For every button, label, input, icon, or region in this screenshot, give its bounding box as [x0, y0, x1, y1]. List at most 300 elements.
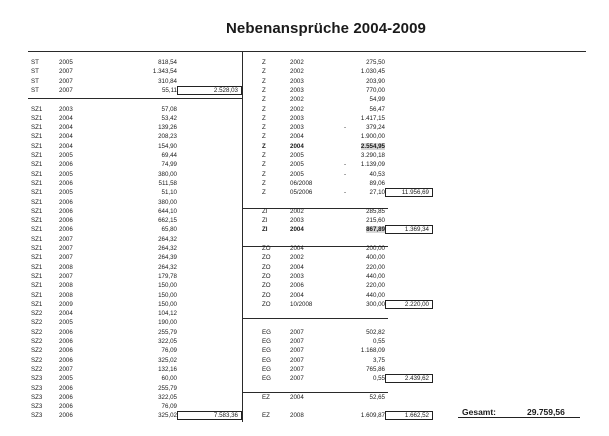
claim-amount: 54,99	[369, 96, 385, 104]
claim-code: Z	[262, 179, 266, 187]
claim-year: 2007	[59, 68, 73, 76]
table-row	[31, 133, 177, 140]
claim-code: SZ2	[31, 347, 43, 355]
claim-year: 2002	[290, 254, 304, 262]
claim-year: 2007	[59, 272, 73, 280]
claim-year: 2004	[290, 133, 304, 141]
claim-code: SZ1	[31, 282, 43, 290]
table-row	[31, 217, 177, 224]
subtotal-box	[177, 411, 242, 420]
claim-amount: 502,82	[366, 328, 385, 336]
claim-code: SZ1	[31, 124, 43, 132]
claim-year: 2005	[59, 319, 73, 327]
claim-year: 05/2006	[290, 189, 313, 197]
claim-amount: 310,84	[158, 77, 177, 85]
claim-amount: 644,10	[158, 207, 177, 215]
claim-year: 2006	[59, 328, 73, 336]
subtotal-box	[385, 300, 433, 309]
table-row	[262, 189, 385, 196]
claim-code: Z	[262, 68, 266, 76]
table-row	[31, 385, 177, 392]
table-row	[262, 412, 385, 419]
claim-code: EG	[262, 375, 271, 383]
claim-amount: 220,00	[366, 263, 385, 271]
claim-code: SZ3	[31, 384, 43, 392]
table-row	[31, 366, 177, 373]
claim-amount: 380,00	[158, 198, 177, 206]
claim-year: 2007	[59, 235, 73, 243]
claim-amount: 440,00	[366, 272, 385, 280]
table-row	[31, 189, 177, 196]
table-row	[262, 161, 385, 168]
table-row	[31, 301, 177, 308]
claim-year: 2003	[290, 217, 304, 225]
claim-code: EG	[262, 338, 271, 345]
table-row	[262, 152, 385, 159]
subtotal-box	[177, 86, 242, 95]
claim-year: 2005	[59, 59, 73, 66]
claim-year: 2006	[59, 226, 73, 234]
table-row	[262, 78, 385, 85]
claim-code: SZ1	[31, 189, 43, 197]
table-row	[262, 264, 385, 271]
table-row	[262, 273, 385, 280]
claim-amount: 76,09	[161, 403, 177, 411]
claim-amount: 55,11	[161, 86, 177, 94]
right-group-rule-zo	[242, 318, 388, 319]
claim-amount: 27,10	[369, 189, 385, 197]
claim-amount: 52,65	[369, 393, 385, 401]
table-row	[31, 273, 177, 280]
claim-year: 2009	[59, 300, 73, 308]
claim-amount: 325,02	[158, 356, 177, 364]
subtotal-value: 11.956,69	[401, 189, 429, 197]
claim-amount: 154,90	[158, 142, 177, 150]
claim-code: ZI	[262, 226, 268, 234]
table-row	[31, 152, 177, 159]
claim-year: 2004	[59, 114, 73, 122]
subtotal-value: 7.583,36	[213, 412, 238, 420]
table-row	[31, 245, 177, 252]
claim-amount: 132,16	[158, 365, 177, 373]
claim-code: SZ2	[31, 365, 43, 373]
claim-amount: 104,12	[158, 310, 177, 318]
table-row	[262, 375, 385, 382]
table-row	[262, 96, 385, 103]
claim-amount: 208,23	[158, 133, 177, 141]
minus-sign: -	[344, 124, 347, 132]
table-row	[262, 115, 385, 122]
claim-year: 2003	[290, 272, 304, 280]
table-row	[262, 59, 385, 66]
claim-amount: 1.900,00	[360, 133, 385, 141]
table-row	[31, 310, 177, 317]
claim-year: 2003	[59, 105, 73, 113]
table-row	[31, 264, 177, 271]
table-row	[31, 254, 177, 261]
claim-code: Z	[262, 133, 266, 141]
table-row	[31, 199, 177, 206]
claim-code: ZO	[262, 272, 271, 280]
table-row	[31, 180, 177, 187]
claim-amount: 770,00	[366, 86, 385, 94]
claim-amount: 380,00	[158, 170, 177, 178]
claim-year: 2006	[59, 161, 73, 169]
table-row	[31, 124, 177, 131]
claim-code: SZ1	[31, 105, 43, 113]
claim-year: 2006	[59, 198, 73, 206]
claim-amount: 3.290,18	[360, 152, 385, 159]
table-row	[262, 208, 385, 215]
claim-code: SZ1	[31, 245, 43, 252]
claim-year: 2005	[59, 189, 73, 197]
claim-year: 2005	[59, 170, 73, 178]
claim-amount: 264,32	[158, 263, 177, 271]
table-row	[31, 357, 177, 364]
claim-amount: 0,55	[372, 375, 385, 383]
claim-amount: 89,06	[369, 179, 385, 187]
claim-amount: 150,00	[158, 300, 177, 308]
claim-amount: 1.030,45	[360, 68, 385, 76]
claim-amount: 511,58	[158, 179, 177, 187]
claim-year: 2002	[290, 59, 304, 66]
claim-amount: 53,42	[161, 114, 177, 122]
claim-code: SZ1	[31, 179, 43, 187]
claim-amount: 60,00	[161, 375, 177, 383]
claim-year: 2005	[290, 161, 304, 169]
claim-amount: 1.168,09	[360, 347, 385, 355]
claim-code: SZ2	[31, 356, 43, 364]
claim-year: 2002	[290, 96, 304, 104]
claim-code: SZ2	[31, 328, 43, 336]
table-row	[262, 133, 385, 140]
claim-year: 2006	[59, 403, 73, 411]
table-row	[262, 226, 385, 233]
claim-code: EG	[262, 328, 271, 336]
table-row	[31, 375, 177, 382]
table-row	[31, 115, 177, 122]
claim-code: SZ1	[31, 300, 43, 308]
table-row	[31, 59, 177, 66]
column-divider	[242, 51, 243, 422]
claim-code: EG	[262, 356, 271, 364]
claim-amount: 264,39	[158, 254, 177, 262]
claim-year: 2002	[290, 207, 304, 215]
claim-amount: 322,05	[158, 393, 177, 401]
table-row	[31, 236, 177, 243]
claim-code: ZO	[262, 254, 271, 262]
table-row	[262, 282, 385, 289]
claim-amount: 818,54	[158, 59, 177, 66]
claim-code: SZ3	[31, 393, 43, 401]
subtotal-value: 2.439,62	[404, 375, 429, 383]
claim-year: 2003	[290, 77, 304, 85]
claim-year: 2004	[290, 245, 304, 252]
claim-code: SZ1	[31, 207, 43, 215]
claim-amount: 51,10	[161, 189, 177, 197]
claim-year: 2005	[290, 152, 304, 159]
claim-amount: 69,44	[161, 152, 177, 159]
claim-code: ZO	[262, 245, 271, 252]
claim-amount: 220,00	[366, 282, 385, 290]
claim-year: 2004	[290, 393, 304, 401]
claim-code: Z	[262, 96, 266, 104]
table-row	[31, 87, 177, 94]
table-row	[262, 171, 385, 178]
claim-code: SZ1	[31, 254, 43, 262]
claim-year: 2004	[290, 142, 304, 150]
claim-year: 2005	[59, 152, 73, 159]
claim-code: SZ2	[31, 310, 43, 318]
claim-year: 2004	[59, 124, 73, 132]
subtotal-box	[385, 188, 433, 197]
claim-year: 2004	[59, 142, 73, 150]
claim-code: Z	[262, 124, 266, 132]
claim-amount: 40,53	[369, 170, 385, 178]
claim-year: 2003	[290, 124, 304, 132]
claim-amount: 275,50	[366, 59, 385, 66]
claim-code: Z	[262, 170, 266, 178]
claim-code: SZ1	[31, 235, 43, 243]
claim-year: 2004	[290, 263, 304, 271]
table-row	[262, 347, 385, 354]
claim-code: ST	[31, 77, 39, 85]
claim-year: 2006	[59, 338, 73, 345]
claim-amount: 264,32	[158, 245, 177, 252]
claim-year: 2006	[59, 179, 73, 187]
table-row	[262, 87, 385, 94]
claim-year: 2004	[59, 310, 73, 318]
claim-code: Z	[262, 77, 266, 85]
claim-code: SZ3	[31, 403, 43, 411]
table-row	[31, 403, 177, 410]
claim-year: 2008	[59, 291, 73, 299]
total-label: Gesamt:	[462, 407, 497, 417]
claim-amount: 255,79	[158, 328, 177, 336]
claim-year: 2004	[290, 226, 304, 234]
claim-amount: 150,00	[158, 291, 177, 299]
claim-code: SZ3	[31, 412, 43, 420]
subtotal-box	[385, 374, 433, 383]
claim-amount: 379,24	[366, 124, 385, 132]
table-row	[262, 394, 385, 401]
table-row	[31, 394, 177, 401]
claim-year: 2007	[290, 375, 304, 383]
claim-amount: 56,47	[369, 105, 385, 113]
table-row	[31, 338, 177, 345]
claim-code: Z	[262, 114, 266, 122]
table-row	[31, 171, 177, 178]
claim-year: 2007	[290, 338, 304, 345]
claim-code: SZ1	[31, 161, 43, 169]
table-row	[31, 161, 177, 168]
claim-amount: 139,26	[158, 124, 177, 132]
claim-year: 2005	[290, 170, 304, 178]
table-row	[262, 254, 385, 261]
claim-code: EZ	[262, 412, 270, 420]
claim-amount: 440,00	[366, 291, 385, 299]
claim-amount: 1.343,54	[152, 68, 177, 76]
table-top-rule	[28, 51, 586, 52]
claim-code: SZ1	[31, 217, 43, 225]
claim-code: Z	[262, 105, 266, 113]
table-row	[31, 329, 177, 336]
claim-code: SZ1	[31, 152, 43, 159]
table-row	[31, 106, 177, 113]
table-row	[31, 292, 177, 299]
claim-amount: 1.139,09	[360, 161, 385, 169]
claim-code: EZ	[262, 393, 270, 401]
total-underline	[458, 417, 580, 418]
claim-amount: 76,09	[161, 347, 177, 355]
claim-year: 2007	[59, 86, 73, 94]
claim-code: SZ1	[31, 291, 43, 299]
claim-code: SZ2	[31, 319, 43, 327]
claim-year: 2004	[290, 291, 304, 299]
claim-code: Z	[262, 59, 266, 66]
table-row	[262, 357, 385, 364]
claim-year: 06/2008	[290, 179, 313, 187]
page-title: Nebenansprüche 2004-2009	[226, 20, 426, 37]
claim-amount: 255,79	[158, 384, 177, 392]
subtotal-box	[385, 411, 433, 420]
claim-amount: 200,00	[366, 245, 385, 252]
claim-code: ZO	[262, 300, 271, 308]
table-row	[31, 347, 177, 354]
claim-year: 2006	[59, 347, 73, 355]
table-row	[262, 180, 385, 187]
minus-sign: -	[344, 170, 347, 178]
claim-year: 2003	[290, 114, 304, 122]
claim-year: 2007	[290, 328, 304, 336]
table-row	[262, 338, 385, 345]
claim-code: SZ1	[31, 226, 43, 234]
claim-code: SZ1	[31, 114, 43, 122]
claim-code: ZO	[262, 282, 271, 290]
claim-year: 2007	[290, 365, 304, 373]
table-row	[31, 226, 177, 233]
claim-year: 10/2008	[290, 300, 313, 308]
claim-year: 2007	[59, 365, 73, 373]
claim-year: 2007	[290, 356, 304, 364]
subtotal-value: 2.528,03	[213, 86, 238, 94]
claim-code: Z	[262, 152, 266, 159]
subtotal-value: 1.369,34	[404, 226, 429, 234]
claim-amount: 0,55	[372, 338, 385, 345]
claim-amount: 300,00	[366, 300, 385, 308]
claim-code: Z	[262, 86, 266, 94]
table-row	[31, 68, 177, 75]
claim-code: ZO	[262, 263, 271, 271]
claim-year: 2006	[59, 384, 73, 392]
table-row	[31, 78, 177, 85]
table-row	[31, 143, 177, 150]
claim-amount: 662,15	[158, 217, 177, 225]
claim-code: ST	[31, 68, 39, 76]
table-row	[262, 68, 385, 75]
claim-code: SZ1	[31, 263, 43, 271]
left-group-rule	[28, 98, 242, 99]
claim-amount: 215,60	[366, 217, 385, 225]
claim-year: 2008	[59, 263, 73, 271]
subtotal-box	[385, 225, 433, 234]
claim-year: 2006	[59, 207, 73, 215]
claim-year: 2006	[59, 412, 73, 420]
table-row	[262, 245, 385, 252]
claim-year: 2003	[290, 86, 304, 94]
claim-amount: 2.554,95	[360, 142, 385, 150]
claim-amount: 325,02	[158, 412, 177, 420]
claim-amount: 190,00	[158, 319, 177, 327]
claim-code: Z	[262, 161, 266, 169]
table-row	[262, 106, 385, 113]
claim-code: ST	[31, 59, 39, 66]
claim-year: 2002	[290, 105, 304, 113]
total-value: 29.759,56	[527, 407, 565, 417]
claim-amount: 179,78	[158, 272, 177, 280]
claim-code: SZ3	[31, 375, 43, 383]
claim-amount: 65,80	[161, 226, 177, 234]
claim-amount: 57,08	[161, 105, 177, 113]
subtotal-value: 1.662,52	[404, 412, 429, 420]
claim-year: 2005	[59, 375, 73, 383]
claim-code: ST	[31, 86, 39, 94]
claim-code: SZ1	[31, 142, 43, 150]
claim-amount: 74,99	[161, 161, 177, 169]
table-row	[262, 217, 385, 224]
claim-amount: 3,75	[372, 356, 385, 364]
claim-amount: 400,00	[366, 254, 385, 262]
claim-amount: 765,86	[366, 365, 385, 373]
table-row	[262, 143, 385, 150]
claim-code: SZ1	[31, 272, 43, 280]
claim-year: 2007	[59, 77, 73, 85]
claim-amount: 1.609,87	[360, 412, 385, 420]
claim-year: 2002	[290, 68, 304, 76]
claim-year: 2007	[59, 245, 73, 252]
claim-year: 2008	[290, 412, 304, 420]
minus-sign: -	[344, 189, 347, 197]
claim-code: EG	[262, 347, 271, 355]
claim-code: Z	[262, 142, 266, 150]
claim-year: 2004	[59, 133, 73, 141]
claim-code: SZ1	[31, 198, 43, 206]
table-row	[31, 282, 177, 289]
subtotal-value: 2.220,00	[404, 300, 429, 308]
claim-amount: 150,00	[158, 282, 177, 290]
table-row	[262, 366, 385, 373]
claim-amount: 203,90	[366, 77, 385, 85]
claim-year: 2006	[290, 282, 304, 290]
claim-year: 2006	[59, 356, 73, 364]
claim-amount: 867,89	[366, 226, 385, 234]
table-row	[31, 412, 177, 419]
claim-code: SZ1	[31, 133, 43, 141]
table-row	[262, 292, 385, 299]
claim-amount: 264,32	[158, 235, 177, 243]
claim-amount: 285,85	[366, 207, 385, 215]
claim-year: 2008	[59, 282, 73, 290]
table-row	[262, 329, 385, 336]
claim-amount: 1.417,15	[360, 114, 385, 122]
claim-code: SZ1	[31, 170, 43, 178]
table-row	[31, 319, 177, 326]
table-row	[31, 208, 177, 215]
claim-code: Z	[262, 189, 266, 197]
table-row	[262, 301, 385, 308]
claim-year: 2006	[59, 217, 73, 225]
claim-code: SZ2	[31, 338, 43, 345]
